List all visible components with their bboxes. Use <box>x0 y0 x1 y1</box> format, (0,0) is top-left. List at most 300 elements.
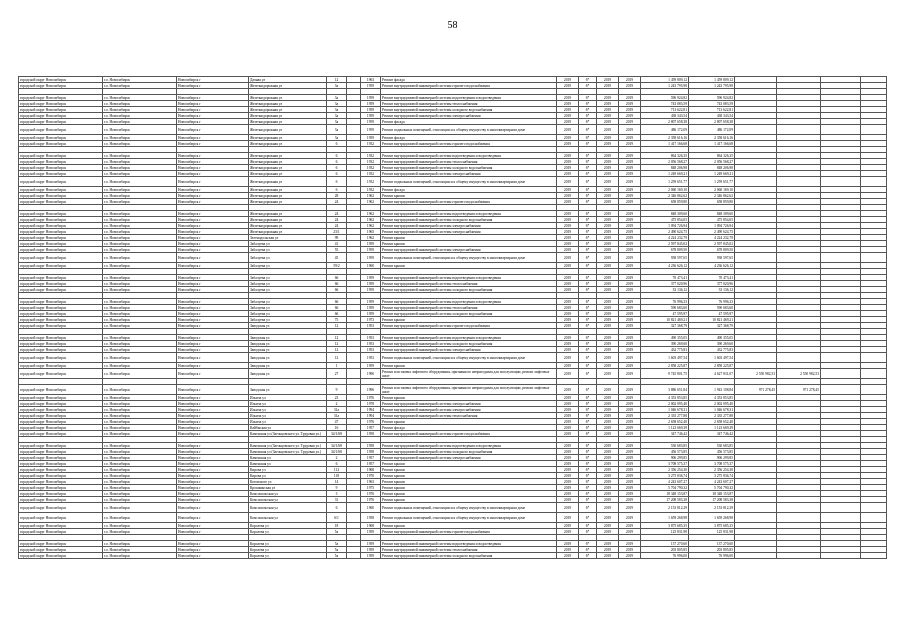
table-cell: Забалуева ул <box>249 253 327 263</box>
table-cell: 2019 <box>619 281 641 287</box>
table-cell: Ремонт или замена лифтового оборудования, признанного непригодным для эксплуатации, ремонт лифтовых шахт <box>381 385 557 395</box>
table-cell: Ремонт подвальных помещений, относящихся к общему имуществу в многоквартирном доме <box>381 513 557 523</box>
table-cell: Новосибирск г <box>177 529 249 535</box>
table-cell: 2019 <box>557 479 579 485</box>
table-cell: 23 <box>327 395 347 401</box>
table-cell: 2019 <box>557 541 579 547</box>
table-cell: 2019 <box>597 263 619 269</box>
table-cell: Кирова ул <box>249 473 327 479</box>
table-cell: 1959 <box>361 311 381 317</box>
table-cell: Ремонт крыши <box>381 479 557 485</box>
table-cell: 1957 <box>361 425 381 431</box>
table-cell: 2019 <box>597 473 619 479</box>
table-cell: г.о. Новосибирск <box>103 247 177 253</box>
table-cell: 1953 <box>361 353 381 363</box>
table-cell: 475 854,05 <box>689 217 735 223</box>
table-cell: 2019 <box>597 547 619 553</box>
table-cell: 1962 <box>361 199 381 205</box>
table-cell: 2019 <box>597 553 619 559</box>
table-cell: 6* <box>579 247 597 253</box>
table-cell: 1959 <box>361 247 381 253</box>
table-cell: 432 775,83 <box>641 347 689 353</box>
table-cell: Новосибирск г <box>177 317 249 323</box>
table-cell: Ремонт внутридомовой инженерной системы водоотведения и водоотведения <box>381 443 557 449</box>
table-cell: 1959 <box>361 547 381 553</box>
table-cell: 2019 <box>597 193 619 199</box>
table-row <box>19 353 887 363</box>
table-cell: 2019 <box>597 253 619 263</box>
table-cell: Ремонт внутридомовой инженерной системы электроснабжения <box>381 223 557 229</box>
table-cell: 2019 <box>619 159 641 165</box>
table-cell: 2 356 254,30 <box>641 467 689 473</box>
table-cell: 2019 <box>597 153 619 159</box>
table-cell: г.о. Новосибирск <box>103 419 177 425</box>
table-cell: 1959 <box>361 113 381 119</box>
table-cell: городской округ Новосибирск <box>19 281 103 287</box>
table-cell: городской округ Новосибирск <box>19 153 103 159</box>
table-cell: 6* <box>579 199 597 205</box>
table-cell: Новосибирск г <box>177 235 249 241</box>
table-cell: Ремонт внутридомовой инженерной системы теплоснабжения <box>381 305 557 311</box>
table-row <box>19 125 887 135</box>
table-cell: 2019 <box>619 247 641 253</box>
table-cell: 6* <box>579 473 597 479</box>
table-cell: 2019 <box>619 177 641 187</box>
table-cell: 2019 <box>619 77 641 83</box>
table-cell: 2019 <box>619 311 641 317</box>
table-cell: г.о. Новосибирск <box>103 77 177 83</box>
table-cell: 6* <box>579 229 597 235</box>
table-cell: Новосибирск г <box>177 77 249 83</box>
table-cell: 2019 <box>619 467 641 473</box>
table-cell: 1962 <box>361 211 381 217</box>
table-cell: 6* <box>579 407 597 413</box>
table-cell: Забалуева ул <box>249 247 327 253</box>
table-cell: 1 046 678,31 <box>689 407 735 413</box>
table-cell: 2019 <box>619 425 641 431</box>
table-cell: Ремонт крыши <box>381 241 557 247</box>
table-cell: 2019 <box>619 353 641 363</box>
table-cell: 2019 <box>597 341 619 347</box>
table-cell: 1959 <box>361 83 381 89</box>
table-cell: 2 658 652,40 <box>689 419 735 425</box>
table-cell: 4 243 607,27 <box>641 479 689 485</box>
table-cell: 59/2 <box>327 263 347 269</box>
table-cell: 2019 <box>557 461 579 467</box>
table-cell: г.о. Новосибирск <box>103 353 177 363</box>
table-cell: 1958 <box>361 449 381 455</box>
table-cell: 2 550 982,53 <box>735 369 777 379</box>
table-cell: Новосибирск г <box>177 553 249 559</box>
table-cell: Королева ул <box>249 529 327 535</box>
table-cell: 2019 <box>619 529 641 535</box>
table-cell: 2019 <box>557 455 579 461</box>
table-cell: 432 775,83 <box>689 347 735 353</box>
table-cell <box>735 513 777 523</box>
table-cell: 9 <box>327 385 347 395</box>
table-cell: 31а <box>327 407 347 413</box>
table-cell: Каменская ул <box>249 455 327 461</box>
table-cell: Железнодорожная ул <box>249 165 327 171</box>
table-cell: 1932 <box>361 159 381 165</box>
table-cell: 1932 <box>361 177 381 187</box>
table-cell: городской округ Новосибирск <box>19 419 103 425</box>
table-cell: 1 123 669,39 <box>641 425 689 431</box>
table-cell: 2019 <box>597 119 619 125</box>
table-cell: городской округ Новосибирск <box>19 449 103 455</box>
table-cell: Королева ул <box>249 541 327 547</box>
table-cell: Кайбыская ул <box>249 425 327 431</box>
table-cell: 2019 <box>619 449 641 455</box>
table-cell: Новосибирск г <box>177 165 249 171</box>
table-cell: г.о. Новосибирск <box>103 235 177 241</box>
table-cell: г.о. Новосибирск <box>103 479 177 485</box>
table-cell: Ильича ул <box>249 407 327 413</box>
table-cell: г.о. Новосибирск <box>103 529 177 535</box>
table-cell: 10 821 469,21 <box>641 317 689 323</box>
table-cell: 2019 <box>597 401 619 407</box>
table-cell: городской округ Новосибирск <box>19 523 103 529</box>
table-cell: 4 236 626,12 <box>689 263 735 269</box>
table-cell: 2019 <box>557 401 579 407</box>
table-cell: 6* <box>579 241 597 247</box>
table-cell: 6* <box>579 401 597 407</box>
table-cell: Заводская ул <box>249 335 327 341</box>
table-cell: Железнодорожная ул <box>249 211 327 217</box>
table-cell: 2019 <box>619 473 641 479</box>
table-cell: 2019 <box>597 281 619 287</box>
table-cell: 2 807 658,38 <box>641 119 689 125</box>
table-cell: 5а <box>327 529 347 535</box>
table-cell: 2019 <box>597 467 619 473</box>
table-cell: 2019 <box>619 241 641 247</box>
table-cell: 530 683,85 <box>641 443 689 449</box>
table-cell: 2019 <box>557 101 579 107</box>
table-cell: г.о. Новосибирск <box>103 217 177 223</box>
table-cell: г.о. Новосибирск <box>103 229 177 235</box>
table-cell: 2019 <box>619 287 641 293</box>
table-cell: Ремонт внутридомовой инженерной системы водоотведения и водоотведения <box>381 299 557 305</box>
table-cell: городской округ Новосибирск <box>19 113 103 119</box>
table-cell: Новосибирск г <box>177 541 249 547</box>
table-cell: 2019 <box>619 119 641 125</box>
table-cell: 6* <box>579 385 597 395</box>
table-cell: городской округ Новосибирск <box>19 485 103 491</box>
table-cell <box>861 125 887 135</box>
table-cell: 743 083,59 <box>689 101 735 107</box>
table-cell <box>861 353 887 363</box>
table-cell: Новосибирск г <box>177 275 249 281</box>
table-cell: 2 002 095,40 <box>641 401 689 407</box>
table-cell: г.о. Новосибирск <box>103 95 177 101</box>
table-cell: городской округ Новосибирск <box>19 299 103 305</box>
table-cell: 2019 <box>557 135 579 141</box>
table-cell: 743 083,59 <box>641 101 689 107</box>
table-cell: 2019 <box>597 449 619 455</box>
table-cell: 713 622,81 <box>689 107 735 113</box>
table-cell: 2019 <box>619 125 641 135</box>
table-cell: 1959 <box>361 119 381 125</box>
table-cell: г.о. Новосибирск <box>103 407 177 413</box>
table-cell: 2019 <box>619 395 641 401</box>
table-cell: Ремонт внутридомовой инженерной системы горячего водоснабжения <box>381 323 557 329</box>
table-cell: Новосибирск г <box>177 347 249 353</box>
table-cell: 3 886 651,84 <box>641 385 689 395</box>
table-cell: г.о. Новосибирск <box>103 503 177 513</box>
table-cell: 2019 <box>557 425 579 431</box>
table-cell: Каменская ул (Заельцовского ул. Трудовая ул.) <box>249 443 327 449</box>
table-cell: 2019 <box>619 369 641 379</box>
table-cell: 2019 <box>597 229 619 235</box>
table-cell: г.о. Новосибирск <box>103 473 177 479</box>
table-cell: городской округ Новосибирск <box>19 413 103 419</box>
table-cell: городской округ Новосибирск <box>19 341 103 347</box>
table-cell: 6* <box>579 553 597 559</box>
table-cell: 6* <box>579 513 597 523</box>
table-cell: 118 <box>327 473 347 479</box>
table-cell: 2019 <box>557 119 579 125</box>
table-cell: 2019 <box>619 211 641 217</box>
table-cell: 2019 <box>597 413 619 419</box>
table-cell: Новосибирск г <box>177 341 249 347</box>
table-cell <box>861 503 887 513</box>
table-cell: 2019 <box>597 299 619 305</box>
table-cell: 76 996,00 <box>641 553 689 559</box>
table-cell: Ремонт внутридомовой инженерной системы холодного водоснабжения <box>381 311 557 317</box>
table-cell: 6* <box>579 369 597 379</box>
table-cell: 6* <box>579 187 597 193</box>
table-cell: 2 <box>327 455 347 461</box>
table-cell: 2019 <box>619 229 641 235</box>
table-cell: Железнодорожная ул <box>249 101 327 107</box>
table-cell: 347 746,42 <box>641 431 689 437</box>
table-cell: Новосибирск г <box>177 107 249 113</box>
table-cell: Ремонт внутридомовой инженерной системы электроснабжения <box>381 229 557 235</box>
table-cell: 6* <box>579 491 597 497</box>
table-cell: 1 417 166,68 <box>641 141 689 147</box>
table-cell: городской округ Новосибирск <box>19 107 103 113</box>
table-cell: 2019 <box>619 299 641 305</box>
table-cell: Новосибирск г <box>177 385 249 395</box>
table-cell: 2 358 616,16 <box>641 135 689 141</box>
table-cell: 4 236 626,12 <box>641 263 689 269</box>
table-cell: 66 <box>327 287 347 293</box>
table-cell: 2019 <box>597 425 619 431</box>
table-cell: 6* <box>579 363 597 369</box>
table-cell: 6* <box>579 547 597 553</box>
table-cell: 906 299,85 <box>689 455 735 461</box>
table-cell: Забалуева ул <box>249 281 327 287</box>
table-cell: 1962 <box>361 223 381 229</box>
table-cell: 2019 <box>557 235 579 241</box>
table-cell: Королева ул <box>249 553 327 559</box>
table-cell: 2019 <box>557 513 579 523</box>
table-cell: 1 094 726,94 <box>689 223 735 229</box>
table-cell: Ремонт внутридомовой инженерной системы горячего водоснабжения <box>381 431 557 437</box>
table-cell: 2019 <box>619 513 641 523</box>
table-cell: Ремонт фасада <box>381 425 557 431</box>
table-cell: 2019 <box>557 211 579 217</box>
table-cell: Новосибирск г <box>177 431 249 437</box>
table-cell: 2019 <box>619 171 641 177</box>
table-cell: 6* <box>579 541 597 547</box>
table-cell: 2019 <box>557 523 579 529</box>
table-cell: г.о. Новосибирск <box>103 125 177 135</box>
table-cell: 2019 <box>557 473 579 479</box>
table-cell: 6 <box>327 177 347 187</box>
table-cell: 2 550 982,53 <box>777 369 821 379</box>
table-cell: Ремонт крыши <box>381 497 557 503</box>
table-cell: 971 278,45 <box>777 385 821 395</box>
table-cell: 2019 <box>619 491 641 497</box>
table-cell: 6* <box>579 171 597 177</box>
table-cell: 34/1/68 <box>327 431 347 437</box>
table-cell: Ремонт внутридомовой инженерной системы теплоснабжения <box>381 547 557 553</box>
table-cell: 1959 <box>361 305 381 311</box>
table-cell: 28 <box>327 193 347 199</box>
table-cell: 1959 <box>361 107 381 113</box>
table-cell: 1959 <box>361 241 381 247</box>
table-cell: 1 259 651,77 <box>641 177 689 187</box>
table-cell: 2019 <box>619 461 641 467</box>
table-cell: 6* <box>579 305 597 311</box>
work-schedule-table-container <box>18 76 886 559</box>
table-cell: Ремонт внутридомовой инженерной системы электроснабжения <box>381 407 557 413</box>
table-cell: 24 <box>327 217 347 223</box>
table-cell: 2019 <box>597 235 619 241</box>
table-cell: 347 746,42 <box>689 431 735 437</box>
table-cell: городской округ Новосибирск <box>19 217 103 223</box>
table-cell: 864 326,35 <box>689 153 735 159</box>
table-cell <box>347 503 361 513</box>
table-cell: городской округ Новосибирск <box>19 497 103 503</box>
table-cell: 75 <box>327 317 347 323</box>
table-cell: Новосибирск г <box>177 425 249 431</box>
table-cell: городской округ Новосибирск <box>19 95 103 101</box>
table-cell: 2019 <box>597 385 619 395</box>
table-cell: г.о. Новосибирск <box>103 177 177 187</box>
table-cell: 1960 <box>361 503 381 513</box>
table-cell <box>735 553 777 559</box>
table-cell: 6 <box>327 159 347 165</box>
table-cell: Ремонт подвальных помещений, относящихся к общему имуществу в многоквартирном доме <box>381 503 557 513</box>
table-cell: 203 805,85 <box>641 547 689 553</box>
table-cell: г.о. Новосибирск <box>103 281 177 287</box>
table-cell: г.о. Новосибирск <box>103 253 177 263</box>
table-cell: 31 <box>327 497 347 503</box>
table-cell: Новосибирск г <box>177 449 249 455</box>
table-cell: 2019 <box>597 113 619 119</box>
table-cell: Ремонт внутридомовой инженерной системы электроснабжения <box>381 247 557 253</box>
table-cell: г.о. Новосибирск <box>103 413 177 419</box>
table-cell: 2019 <box>597 311 619 317</box>
table-cell: 1960 <box>361 263 381 269</box>
table-cell: 5 704 790,32 <box>689 485 735 491</box>
table-cell: г.о. Новосибирск <box>103 311 177 317</box>
table-cell: 66 <box>327 305 347 311</box>
table-cell: 1976 <box>361 497 381 503</box>
table-cell: 1932 <box>361 187 381 193</box>
table-cell: 486 172,09 <box>641 125 689 135</box>
table-cell: 1953 <box>361 335 381 341</box>
table-cell <box>777 253 821 263</box>
table-cell: 1 417 166,68 <box>689 141 735 147</box>
table-cell: Новосибирск г <box>177 135 249 141</box>
table-cell: 1959 <box>361 541 381 547</box>
table-cell: 486 172,09 <box>689 125 735 135</box>
table-cell: Ремонт внутридомовой инженерной системы водоотведения и водоотведения <box>381 211 557 217</box>
table-cell: г.о. Новосибирск <box>103 385 177 395</box>
table-cell: 1959 <box>361 135 381 141</box>
table-cell: 2019 <box>597 287 619 293</box>
table-cell: 2019 <box>619 385 641 395</box>
table-cell: 1976 <box>361 395 381 401</box>
table-cell: Железнодорожная ул <box>249 83 327 89</box>
table-cell: 906 299,85 <box>641 455 689 461</box>
table-cell: 2019 <box>557 491 579 497</box>
table-cell: 938 597,65 <box>689 253 735 263</box>
table-cell: городской округ Новосибирск <box>19 547 103 553</box>
table-cell: 2019 <box>619 413 641 419</box>
table-cell: 45 <box>327 253 347 263</box>
table-cell: Железнодорожная ул <box>249 125 327 135</box>
table-cell: г.о. Новосибирск <box>103 461 177 467</box>
table-cell: 6* <box>579 141 597 147</box>
table-cell <box>777 553 821 559</box>
table-cell: 2019 <box>557 385 579 395</box>
table-cell: 2019 <box>557 413 579 419</box>
table-cell: 6* <box>579 395 597 401</box>
table-cell: Новосибирск г <box>177 335 249 341</box>
table-cell: 2019 <box>557 553 579 559</box>
table-cell: Ремонт крыши <box>381 461 557 467</box>
table-cell: 2019 <box>557 347 579 353</box>
table-cell: 2019 <box>619 217 641 223</box>
table-cell: Новосибирск г <box>177 125 249 135</box>
table-cell: 2 335 277,88 <box>689 413 735 419</box>
table-cell: 1959 <box>361 275 381 281</box>
table-cell: 2019 <box>597 443 619 449</box>
table-cell: 6* <box>579 341 597 347</box>
table-cell: 1932 <box>361 153 381 159</box>
table-cell: городской округ Новосибирск <box>19 431 103 437</box>
table-cell: 2019 <box>597 165 619 171</box>
table-cell: 438 343,54 <box>641 113 689 119</box>
table-cell: Ремонт подвальных помещений, относящихся к общему имуществу в многоквартирном доме <box>381 125 557 135</box>
table-cell: 377 020,96 <box>689 281 735 287</box>
table-cell: 6* <box>579 135 597 141</box>
table-cell: 2 490 624,75 <box>689 229 735 235</box>
table-cell: 475 854,05 <box>641 217 689 223</box>
table-cell: Ильича ул <box>249 419 327 425</box>
table-cell: Ремонт внутридомовой инженерной системы холодного водоснабжения <box>381 341 557 347</box>
table-cell: 1953 <box>361 347 381 353</box>
work-schedule-table <box>18 76 887 559</box>
table-cell: городской округ Новосибирск <box>19 253 103 263</box>
table-cell: 1996 <box>361 385 381 395</box>
table-cell: 76 996,33 <box>689 299 735 305</box>
table-cell: Заводская ул <box>249 323 327 329</box>
table-cell: 2019 <box>619 165 641 171</box>
table-cell: Железнодорожная ул <box>249 171 327 177</box>
table-cell: 1975 <box>361 485 381 491</box>
table-cell: 2019 <box>557 287 579 293</box>
table-cell: Новосибирск г <box>177 491 249 497</box>
table-cell: 6* <box>579 125 597 135</box>
table-cell: Ремонт внутридомовой инженерной системы горячего водоснабжения <box>381 141 557 147</box>
table-cell: 596 924,82 <box>689 95 735 101</box>
table-cell: Ремонт внутридомовой инженерной системы горячего водоснабжения <box>381 529 557 535</box>
